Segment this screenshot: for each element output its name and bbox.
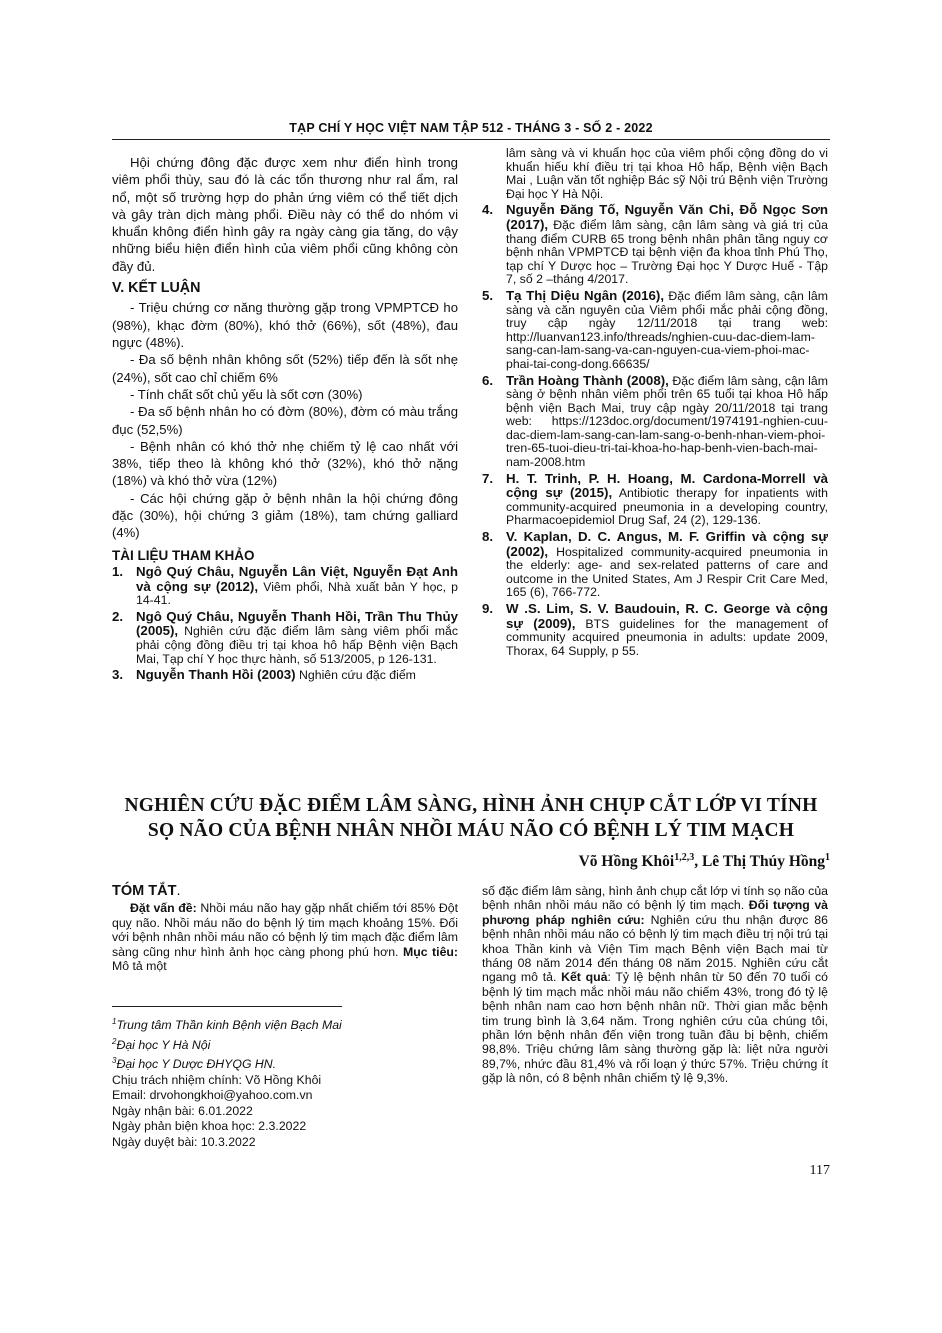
reference-number: 2. — [112, 608, 124, 624]
reference-text: Đặc điểm lâm sàng, cận lâm sàng và căn nguyên của Viêm phổi mắc phải cộng đồng, truy cập ngày 12/11/2018 tại trang web: http://luanvan123.info/threads/nghien-cuu-dac-diem-lam-sang-can-lam-sang-va-can-nguyen-cua-viem-phoi-mac-phai-tai-cong-dong.66635/ — [506, 288, 828, 371]
author-affiliation: 1,2,3 — [674, 852, 695, 863]
reference-authors: Ngô Quý Châu, Nguyễn Thanh Hồi, Trần Thu Thủy (2005), — [136, 608, 458, 639]
reference-3-continuation: lâm sàng và vi khuẩn học của viêm phổi cộng đồng do vi khuẩn hiếu khí điều trị tại khoa Hô hấp, Bệnh viện Bạch Mai , Luận văn tốt nghiệp Bác sỹ Nội trú Bệnh viện Trường Đại học Y Hà Nội. — [506, 146, 828, 201]
affiliation-3-sup: 3 — [112, 1056, 117, 1066]
aim-text: Mô tả một — [112, 959, 167, 974]
reference-authors: Nguyễn Đăng Tố, Nguyễn Văn Chi, Đỗ Ngọc Sơn (2017), — [506, 202, 828, 232]
author-separator: , — [694, 853, 702, 871]
abstract-continuation — [482, 884, 828, 1086]
author-name: Võ Hồng Khôi — [578, 853, 675, 871]
affiliation-3 — [112, 1053, 458, 1073]
results-text: : Tỷ lệ bệnh nhân từ 50 đến 70 tuổi có bệnh lý tim mạch mắc nhồi máu não chiếm 43%, trong đó tỷ lệ bệnh nhân nam cao hơn bệnh nhân nữ. Thời gian mắc bệnh tim trung bình là 3,64 năm. Trong nghiên cứu của chúng tôi, phần lớn bệnh nhân đến viện trong tuần đầu bị bệnh, chiếm 98,8%. Triệu chứng lâm sàng thường gặp là: liệt nửa người 89,7%, nhức đầu 81,4% và rối loạn ý thức 57%. Triệu chứng ít gặp là nôn, có 8 bệnh nhân chiếm tỷ lệ 9,3%. — [482, 970, 829, 1086]
conclusion-item: - Tính chất sốt chủ yếu là sốt cơn (30%) — [130, 386, 363, 402]
intro-text: Nhồi máu não hay gặp nhất chiếm tới 85% Đột quỵ não. Nhồi máu não do bệnh lý tim mạch khoảng 15%. Đối với bệnh nhân nhồi máu não có bệnh lý tim mạch đặc điểm lâm sàng cũng như hình ảnh học càng phong phú hơn. — [112, 901, 458, 959]
conclusion-item: - Triệu chứng cơ năng thường gặp trong VPMPTCĐ ho (98%), khạc đờm (80%), khó thở (66%), sốt (48%), đau ngực (48%). — [112, 300, 458, 351]
reference-item — [112, 668, 458, 683]
reference-item — [482, 602, 828, 658]
reference-text: Đặc điểm lâm sàng, cận lâm sàng ở bệnh nhân viêm phổi trên 65 tuổi tại khoa Hô hấp bệnh viện Bạch Mai, truy cập ngày 20/11/2018 tại trang web: https://123doc.org/document/1974191-nghien-cuu-dac-diem-lam-sang-can-lam-sang-o-benh-nhan-viem-phoi-tren-65-tuoi-dieu-tri-tai-khoa-ho-hap-benh-vien-bach-mai-nam-2008.htm — [506, 373, 828, 470]
received-date: Ngày nhận bài: 6.01.2022 — [112, 1103, 253, 1118]
conclusion-list — [112, 299, 458, 541]
right-column — [482, 147, 828, 660]
reference-item — [482, 374, 828, 470]
reference-number: 8. — [482, 529, 494, 545]
reference-item — [112, 565, 458, 608]
article-authors — [579, 852, 830, 871]
page-number: 117 — [809, 1163, 830, 1178]
reference-authors: V. Kaplan, D. C. Angus, M. F. Griffin và cộng sự (2002), — [506, 529, 828, 559]
reference-authors: Ngô Quý Châu, Nguyễn Lân Việt, Nguyễn Đạt Anh và cộng sự (2012), — [136, 564, 458, 594]
reference-text: Hospitalized community-acquired pneumonia in the elderly: age- and sex-related patterns of care and outcome in the United States, Am J Respir Crit Care Med, 165 (6), 766-772. — [506, 544, 828, 600]
left-column — [112, 154, 458, 685]
reference-number: 7. — [482, 470, 494, 486]
footnote-rule — [112, 1006, 342, 1007]
label-aim: Mục tiêu: — [402, 944, 459, 959]
conclusion-item: - Đa số bệnh nhân không sốt (52%) tiếp đến là sốt nhẹ (24%), sốt cao chỉ chiếm 6% — [112, 352, 458, 385]
reference-item — [482, 289, 828, 372]
conclusion-item: - Đa số bệnh nhân ho có đờm (80%), đờm có màu trắng đục (52,5%) — [112, 404, 458, 437]
email: Email: drvohongkhoi@yahoo.com.vn — [112, 1088, 313, 1103]
reference-number: 3. — [112, 667, 124, 683]
label-methods: Đối tượng và phương pháp nghiên cứu: — [482, 898, 828, 927]
conclusion-heading: V. KẾT LUẬN — [112, 280, 201, 297]
reference-number: 4. — [482, 202, 494, 218]
reference-number: 6. — [482, 372, 494, 388]
accepted-date: Ngày duyệt bài: 10.3.2022 — [112, 1134, 256, 1149]
affiliation-2 — [112, 1034, 458, 1054]
reference-text: Antibiotic therapy for inpatients with community-acquired pneumonia in a developing country, Pharmacoepidemiol Drug Saf, 24 (2), 129-136. — [506, 486, 828, 528]
article-title: NGHIÊN CỨU ĐẶC ĐIỂM LÂM SÀNG, HÌNH ẢNH CHỤP CẮT LỚP VI TÍNH SỌ NÃO CỦA BỆNH NHÂN NHỒI MÁU NÃO CÓ BỆNH LÝ TIM MẠCH — [124, 795, 818, 841]
reference-item — [482, 530, 828, 600]
label-intro: Đặt vấn đề: — [130, 901, 197, 916]
affiliation-2-sup: 2 — [112, 1036, 117, 1046]
reference-text: Nghiên cứu đặc điểm lâm sàng viêm phổi mắc phải cộng đồng điều trị tại khoa hô hấp Bệnh viện Bạch Mai, Tạp chí Y học thực hành, số 513/2005, p 126-131. — [136, 624, 458, 666]
footnotes — [112, 1014, 458, 1150]
reference-authors: H. T. Trinh, P. H. Hoang, M. Cardona-Morrell và cộng sự (2015), — [506, 470, 828, 501]
author-affiliation: 1 — [825, 852, 830, 863]
references-list-left — [112, 565, 458, 683]
methods-text: Nghiên cứu thu nhận được 86 bệnh nhân nhồi máu não có bệnh lý tim mạch điều trị nội trú tại khoa Thần kinh và Viện Tim mạch Bệnh viện Bạch mai từ tháng 08 năm 2014 đến tháng 08 năm 2015. Nghiên cứu cắt ngang mô tả. — [482, 912, 828, 985]
abstract-heading — [112, 884, 458, 898]
abstract-paragraph — [112, 901, 458, 973]
reference-item — [482, 203, 828, 287]
reference-item — [112, 610, 458, 666]
reference-number: 5. — [482, 287, 494, 303]
affiliation-1 — [112, 1014, 458, 1034]
references-heading: TÀI LIỆU THAM KHẢO — [112, 547, 255, 563]
affiliation-1-sup: 1 — [112, 1017, 117, 1026]
reference-authors: Tạ Thị Diệu Ngân (2016), — [506, 287, 665, 303]
abstract-left — [112, 884, 458, 973]
reference-text: Đặc điểm lâm sàng, cận lâm sàng và giá trị của thang điểm CURB 65 trong bệnh nhân phân tầng nguy cơ bệnh nhân VPMPTCĐ tại bệnh viện đa khoa tỉnh Phú Thọ, tạp chí Y Dược học – Trường Đại học Y Dược Huế - Tập 7, số 2 –tháng 4/2017. — [506, 217, 828, 287]
abstract-heading-text: TÓM TẮT — [112, 883, 177, 899]
abstract-right — [482, 884, 828, 1086]
reference-authors: Nguyễn Thanh Hồi (2003) — [136, 667, 296, 683]
affiliation-3-text: Đại học Y Dược ĐHYQG HN. — [116, 1057, 277, 1072]
reference-text: Nghiên cứu đặc điểm — [295, 668, 416, 683]
affiliation-2-text: Đại học Y Hà Nội — [116, 1037, 211, 1052]
author-name: Lê Thị Thúy Hồng — [701, 853, 825, 871]
reference-authors: W .S. Lim, S. V. Baudouin, R. C. George và cộng sự (2009), — [506, 601, 828, 631]
review-date: Ngày phản biện khoa học: 2.3.2022 — [112, 1119, 307, 1134]
journal-header: TẠP CHÍ Y HỌC VIỆT NAM TẬP 512 - THÁNG 3 - SỐ 2 - 2022 — [289, 121, 653, 135]
reference-authors: Trần Hoàng Thành (2008), — [506, 372, 669, 388]
discussion-paragraph: Hội chứng đông đặc được xem như điển hình trong viêm phổi thùy, sau đó là các tổn thương như ral ẩm, ral nổ, một số trường hợp do phản ứng viêm có thể tiết dịch và gây tràn dịch màng phổi. Điều này có thể do nhóm vi khuẩn không điển hình gây ra ngày càng gia tăng, do vậy những biểu hiện điển hình của viêm phổi cũng không còn đầy đủ. — [112, 155, 458, 274]
conclusion-item: - Các hội chứng gặp ở bệnh nhân la hội chứng đông đặc (30%), hội chứng 3 giảm (18%), tam chứng galliard (4%) — [112, 490, 458, 541]
continuation-text: số đặc điểm lâm sàng, hình ảnh chụp cắt lớp vi tính sọ não của bệnh nhân nhồi máu não có bệnh lý tim mạch. — [482, 884, 828, 913]
affiliation-1-text: Trung tâm Thần kinh Bệnh viện Bạch Mai — [116, 1018, 342, 1033]
label-results: Kết quả — [561, 970, 608, 985]
header-rule — [112, 139, 830, 140]
reference-number: 9. — [482, 601, 494, 616]
reference-text: Viêm phổi, Nhà xuất bản Y học, p 14-41. — [136, 579, 458, 608]
references-list-right — [482, 203, 828, 658]
reference-text: BTS guidelines for the management of community acquired pneumonia in adults: update 2009, Thorax, 64 Supply, p 55. — [506, 616, 828, 658]
reference-item — [482, 472, 828, 528]
conclusion-item: - Bệnh nhân có khó thở nhẹ chiếm tỷ lệ cao nhất với 38%, tiếp theo là không khó thở (32%), khó thở nặng (18%) và khó thở vừa (12%) — [112, 438, 458, 489]
corresponding-author: Chịu trách nhiệm chính: Võ Hồng Khôi — [112, 1072, 322, 1087]
reference-number: 1. — [112, 564, 124, 580]
abstract-heading-dot: . — [176, 883, 181, 899]
